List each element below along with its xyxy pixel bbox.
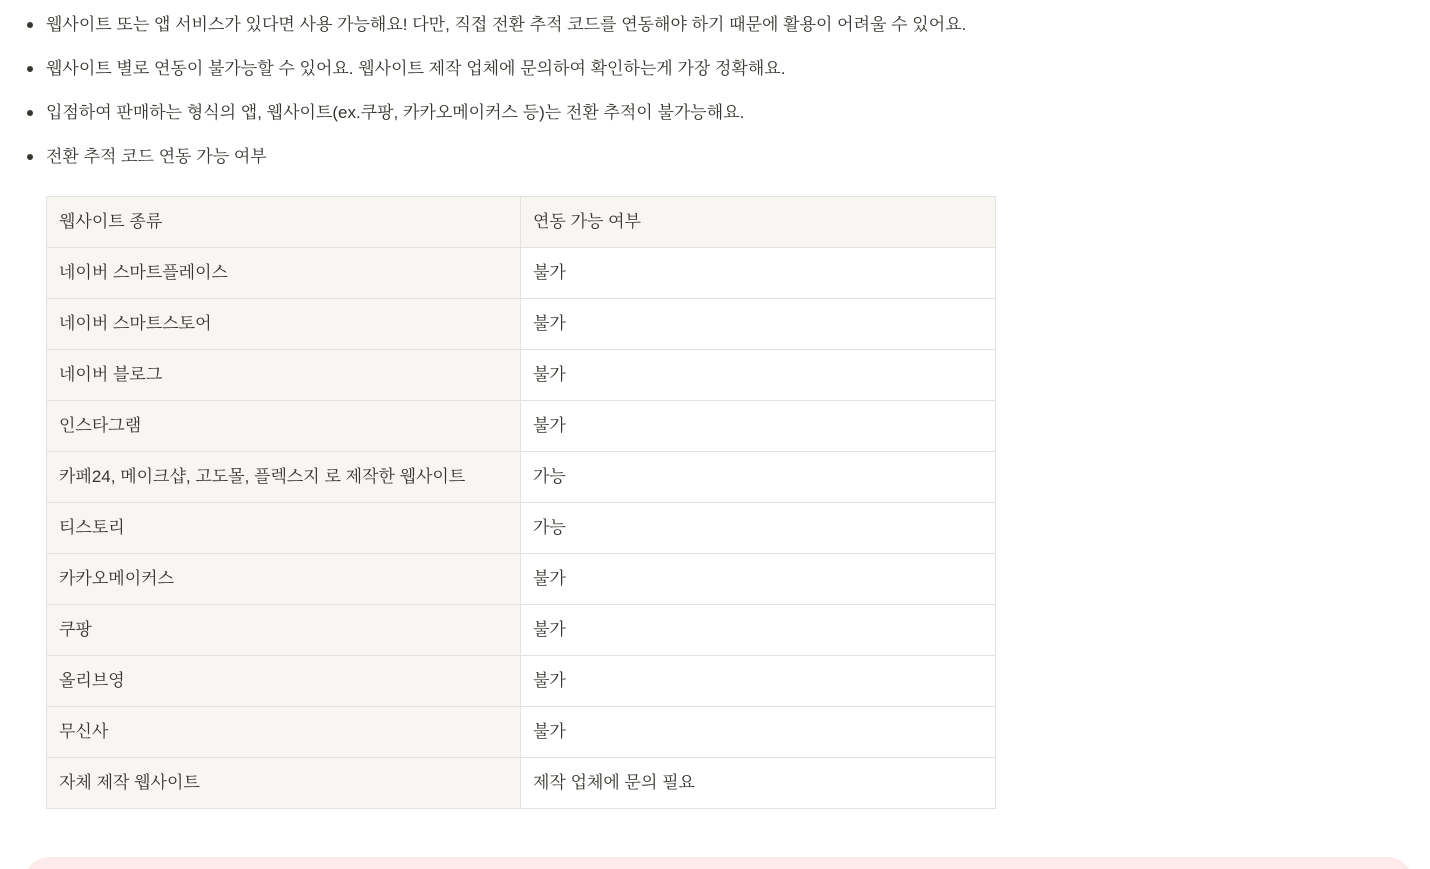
- site-cell: 카카오메이커스: [47, 554, 521, 605]
- site-cell: 무신사: [47, 707, 521, 758]
- site-cell: 올리브영: [47, 656, 521, 707]
- bullet-item: 입점하여 판매하는 형식의 앱, 웹사이트(ex.쿠팡, 카카오메이커스 등)는 전환 추적이 불가능해요.: [25, 101, 966, 125]
- status-cell: 제작 업체에 문의 필요: [521, 758, 996, 809]
- bullet-item: 웹사이트 별로 연동이 불가능할 수 있어요. 웹사이트 제작 업체에 문의하여 확인하는게 가장 정확해요.: [25, 57, 966, 81]
- status-cell: 불가: [521, 299, 996, 350]
- status-cell: 불가: [521, 605, 996, 656]
- table-row: [47, 401, 996, 452]
- site-cell: 쿠팡: [47, 605, 521, 656]
- table-row: [47, 299, 996, 350]
- bullet-item: 전환 추적 코드 연동 가능 여부: [25, 145, 966, 169]
- table-row: [47, 758, 996, 809]
- site-cell: 인스타그램: [47, 401, 521, 452]
- status-cell: 불가: [521, 350, 996, 401]
- table-row: [47, 452, 996, 503]
- table-row: [47, 656, 996, 707]
- site-cell: 티스토리: [47, 503, 521, 554]
- table-row: [47, 554, 996, 605]
- site-cell: 네이버 블로그: [47, 350, 521, 401]
- site-cell: 카페24, 메이크샵, 고도몰, 플렉스지 로 제작한 웹사이트: [47, 452, 521, 503]
- site-cell: 네이버 스마트플레이스: [47, 248, 521, 299]
- status-cell: 불가: [521, 656, 996, 707]
- table-row: [47, 248, 996, 299]
- bullet-list: [25, 13, 966, 189]
- bullet-item: 웹사이트 또는 앱 서비스가 있다면 사용 가능해요! 다만, 직접 전환 추적 코드를 연동해야 하기 때문에 활용이 어려울 수 있어요.: [25, 13, 966, 37]
- table-row: [47, 350, 996, 401]
- table-row: [47, 605, 996, 656]
- status-cell: 가능: [521, 452, 996, 503]
- site-cell: 자체 제작 웹사이트: [47, 758, 521, 809]
- table-row: [47, 503, 996, 554]
- integration-table: [46, 196, 996, 809]
- table-row: [47, 707, 996, 758]
- callout-box-top-edge: [25, 857, 1412, 869]
- status-cell: 불가: [521, 248, 996, 299]
- status-cell: 불가: [521, 554, 996, 605]
- status-cell: 불가: [521, 401, 996, 452]
- status-cell: 불가: [521, 707, 996, 758]
- column-header-integration-availability: 연동 가능 여부: [521, 197, 996, 248]
- table-header-row: [47, 197, 996, 248]
- status-cell: 가능: [521, 503, 996, 554]
- site-cell: 네이버 스마트스토어: [47, 299, 521, 350]
- column-header-website-type: 웹사이트 종류: [47, 197, 521, 248]
